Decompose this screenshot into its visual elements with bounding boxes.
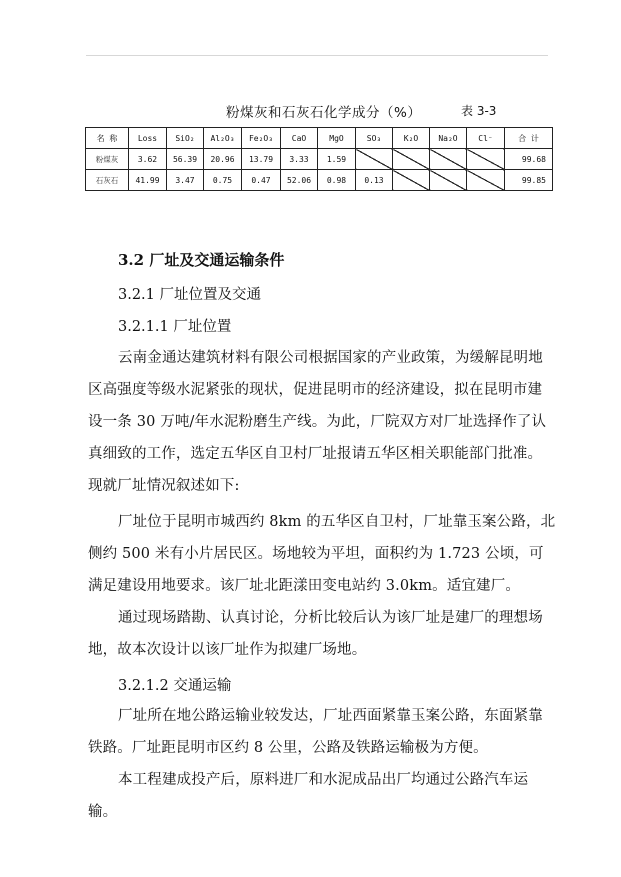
table-cell-total: 99.85 bbox=[505, 170, 553, 191]
col-header: Na₂O bbox=[430, 128, 467, 149]
col-header: CaO bbox=[281, 128, 318, 149]
col-header: SO₃ bbox=[356, 128, 393, 149]
col-header: SiO₂ bbox=[167, 128, 204, 149]
table-cell: 0.47 bbox=[242, 170, 281, 191]
subsection-heading: 3.2.1 厂址位置及交通 bbox=[118, 287, 262, 303]
table-cell: 13.79 bbox=[242, 149, 281, 170]
table-cell: 52.06 bbox=[281, 170, 318, 191]
table-cell: 0.98 bbox=[318, 170, 356, 191]
paragraph-conclusion: 通过现场踏勘、认真讨论，分析比较后认为该厂址是建厂的理想场地，故本次设计以该厂址作为拟建厂场地。 bbox=[88, 610, 543, 658]
table-cell: 1.59 bbox=[318, 149, 356, 170]
paragraph-site-selection: 云南金通达建筑材料有限公司根据国家的产业政策，为缓解昆明地区高强度等级水泥紧张的现状，促进昆明市的经济建设，拟在昆明市建设一条 30 万吨/年水泥粉磨生产线。为此，厂院双方对厂址选择作了认真细致的工作，选定五华区自卫村厂址报请五华区相关职能部门批准。 bbox=[88, 350, 547, 462]
subsubsection-heading: 3.2.1.1 厂址位置 bbox=[118, 319, 232, 335]
row-name: 粉煤灰 bbox=[86, 149, 129, 170]
col-header: MgO bbox=[318, 128, 356, 149]
section-heading: 3.2 厂址及交通运输条件 bbox=[118, 251, 285, 269]
table-cell: 0.13 bbox=[356, 170, 393, 191]
table-caption bbox=[0, 101, 621, 121]
header-rule bbox=[86, 55, 548, 56]
chemical-composition-table bbox=[85, 127, 553, 191]
table-row bbox=[86, 149, 553, 170]
col-header: 合 计 bbox=[505, 128, 553, 149]
table-cell: 41.99 bbox=[129, 170, 167, 191]
paragraph-transport-mode: 本工程建成投产后，原料进厂和水泥成品出厂均通过公路汽车运输。 bbox=[88, 772, 529, 820]
col-header: Loss bbox=[129, 128, 167, 149]
table-cell: 3.62 bbox=[129, 149, 167, 170]
col-header: K₂O bbox=[393, 128, 430, 149]
table-title: 粉煤灰和石灰石化学成分（%） bbox=[226, 105, 422, 121]
empty-cell-diagonal bbox=[467, 170, 505, 191]
col-header: Cl⁻ bbox=[467, 128, 505, 149]
table-number: 表 3-3 bbox=[461, 104, 497, 118]
paragraph-site-location: 厂址位于昆明市城西约 8km 的五华区自卫村，厂址靠玉案公路，北侧约 500 米有小片居民区。场地较为平坦，面积约为 1.723 公顷，可满足建设用地要求。该厂址北距漾田变电站约 3.0km。适宜建厂。 bbox=[88, 514, 556, 594]
col-header: 名 称 bbox=[86, 128, 129, 149]
table-cell: 3.47 bbox=[167, 170, 204, 191]
table-row bbox=[86, 170, 553, 191]
table-cell: 20.96 bbox=[204, 149, 242, 170]
subsubsection-heading: 3.2.1.2 交通运输 bbox=[118, 678, 232, 694]
table-header-row bbox=[86, 128, 553, 149]
table-cell: 56.39 bbox=[167, 149, 204, 170]
table-cell: 3.33 bbox=[281, 149, 318, 170]
table-cell: 0.75 bbox=[204, 170, 242, 191]
paragraph-intro: 现就厂址情况叙述如下: bbox=[88, 478, 240, 494]
empty-cell-diagonal bbox=[430, 170, 467, 191]
col-header: Al₂O₃ bbox=[204, 128, 242, 149]
empty-cell-diagonal bbox=[430, 149, 467, 170]
paragraph-transport: 厂址所在地公路运输业较发达，厂址西面紧靠玉案公路，东面紧靠铁路。厂址距昆明市区约 8 公里，公路及铁路运输极为方便。 bbox=[88, 708, 543, 756]
col-header: Fe₂O₃ bbox=[242, 128, 281, 149]
row-name: 石灰石 bbox=[86, 170, 129, 191]
empty-cell-diagonal bbox=[393, 149, 430, 170]
empty-cell-diagonal bbox=[467, 149, 505, 170]
empty-cell-diagonal bbox=[356, 149, 393, 170]
table-cell-total: 99.68 bbox=[505, 149, 553, 170]
empty-cell-diagonal bbox=[393, 170, 430, 191]
